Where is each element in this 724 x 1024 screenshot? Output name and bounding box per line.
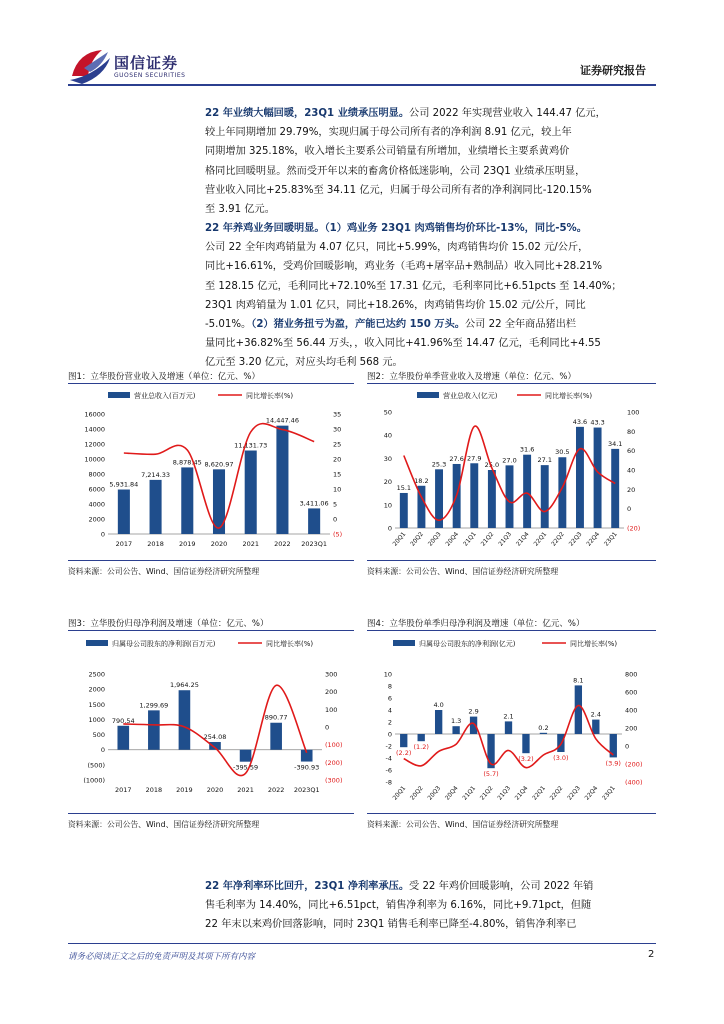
figure-4-title: 图4：立华股份单季归母净利润及增速（单位：亿元、%） bbox=[367, 619, 585, 629]
y-left-tick-label: 2 bbox=[387, 718, 392, 727]
bar bbox=[118, 490, 130, 534]
bar-data-label: 43.6 bbox=[572, 417, 588, 426]
legend-line-label: 同比增长率(%) bbox=[570, 640, 618, 648]
bar-data-label: 11,131.73 bbox=[234, 441, 268, 450]
x-tick-label: 21Q1 bbox=[461, 784, 478, 802]
bar-data-label: 1.3 bbox=[450, 717, 462, 726]
x-tick-label: 23Q1 bbox=[601, 784, 617, 802]
x-tick-label: 21Q4 bbox=[514, 530, 531, 548]
y-left-tick-label: 500 bbox=[92, 731, 105, 740]
y-left-tick-label: -6 bbox=[385, 766, 392, 775]
figure-3-source: 资料来源：公司公告、Wind、国信证券经济研究所整理 bbox=[68, 820, 260, 829]
x-tick-label: 22Q4 bbox=[585, 530, 602, 548]
bar bbox=[576, 427, 584, 528]
bar bbox=[435, 710, 442, 734]
bar bbox=[452, 726, 459, 734]
y-right-tick-label: 20 bbox=[627, 485, 636, 494]
y-left-tick-label: 4 bbox=[387, 706, 392, 715]
bar-data-label: 0.2 bbox=[538, 723, 549, 732]
x-tick-label: 20Q4 bbox=[444, 530, 461, 548]
x-tick-label: 20Q1 bbox=[391, 784, 408, 802]
bar-data-label: 18.2 bbox=[414, 476, 429, 485]
y-left-tick-label: 0 bbox=[387, 524, 392, 533]
y-left-tick-label: 50 bbox=[383, 408, 392, 417]
bar bbox=[181, 467, 193, 534]
y-right-tick-label: (100) bbox=[325, 741, 343, 750]
y-left-tick-label: 20 bbox=[383, 478, 392, 487]
figure-3-title: 图3：立华股份归母净利润及增速（单位：亿元、%） bbox=[68, 619, 269, 629]
y-left-tick-label: (1000) bbox=[83, 776, 105, 785]
text-line: 同比+16.61%，受鸡价回暖影响，鸡业务（毛鸡+屠宰品+熟制品）收入同比+28.21% bbox=[205, 261, 603, 273]
bar bbox=[470, 717, 477, 734]
y-right-tick-label: 20 bbox=[333, 455, 342, 464]
bar-data-label: (3.0) bbox=[553, 754, 569, 762]
x-tick-label: 20Q2 bbox=[409, 530, 425, 548]
y-left-tick-label: 4000 bbox=[88, 500, 105, 509]
footer-disclaimer: 请务必阅读正文之后的免责声明及其项下所有内容 bbox=[68, 952, 256, 962]
y-right-tick-label: 30 bbox=[333, 425, 342, 434]
bar bbox=[592, 720, 599, 734]
bar bbox=[470, 463, 478, 528]
y-right-tick-label: (200) bbox=[325, 758, 343, 767]
bar-data-label: 34.1 bbox=[607, 439, 623, 448]
bar-data-label: 2.9 bbox=[468, 707, 479, 716]
bar-data-label: (3.2) bbox=[518, 755, 534, 764]
bar bbox=[240, 750, 252, 762]
bar bbox=[179, 690, 191, 749]
y-right-tick-label: 80 bbox=[627, 427, 636, 436]
y-right-tick-label: 15 bbox=[333, 470, 342, 479]
x-tick-label: 2020 bbox=[206, 786, 224, 794]
y-right-tick-label: 0 bbox=[627, 505, 632, 514]
bar-data-label: 27.9 bbox=[467, 454, 482, 463]
y-right-tick-label: 35 bbox=[333, 410, 342, 419]
paragraph-chicken-business bbox=[205, 219, 657, 373]
x-tick-label: 2023Q1 bbox=[293, 786, 320, 794]
x-tick-label: 22Q2 bbox=[548, 784, 565, 802]
bar bbox=[117, 726, 129, 750]
x-tick-label: 2018 bbox=[145, 786, 163, 794]
figure-1-bottom-rule bbox=[68, 560, 354, 561]
text-line: 公司 2022 年实现营业收入 144.47 亿元， bbox=[409, 108, 606, 119]
bar bbox=[418, 734, 425, 741]
bar bbox=[150, 480, 162, 534]
bar-data-label: 2.1 bbox=[503, 712, 514, 721]
bar bbox=[522, 734, 529, 753]
bar-data-label: 27.0 bbox=[502, 456, 517, 465]
text-line: 至 3.91 亿元。 bbox=[205, 204, 275, 216]
bar bbox=[505, 721, 512, 734]
text-line: 售毛利率为 14.40%，同比+6.51pct，销售净利率为 6.16%，同比+9.71pct，但随 bbox=[205, 900, 592, 912]
legend-bar-label: 营业总收入(亿元) bbox=[443, 392, 498, 400]
y-right-tick-label: 300 bbox=[325, 670, 338, 679]
figure-1-top-rule bbox=[68, 383, 354, 384]
y-right-tick-label: 5 bbox=[333, 500, 338, 509]
text-line: 至 128.15 亿元，毛利同比+72.10%至 17.31 亿元，毛利率同比+6.51pcts 至 14.40%； bbox=[205, 280, 622, 292]
y-left-tick-label: 10000 bbox=[84, 455, 105, 464]
figure-2-source: 资料来源：公司公告、Wind、国信证券经济研究所整理 bbox=[367, 567, 559, 576]
x-tick-label: 2017 bbox=[115, 786, 132, 794]
bar-data-label: 8,620.97 bbox=[204, 460, 234, 469]
x-tick-label: 2019 bbox=[176, 786, 193, 794]
report-type-label: 证券研究报告 bbox=[580, 64, 646, 77]
y-right-tick-label: 200 bbox=[625, 724, 638, 733]
y-right-tick-label: 400 bbox=[625, 706, 638, 715]
footer-rule bbox=[68, 943, 656, 944]
figure-3-top-rule bbox=[68, 630, 354, 631]
y-right-tick-label: 800 bbox=[625, 670, 638, 679]
paragraph-subheading: （2）猪业务扭亏为盈，产能已达约 150 万头。 bbox=[251, 319, 465, 331]
bar bbox=[308, 508, 320, 534]
bar bbox=[611, 449, 619, 528]
x-tick-label: 21Q3 bbox=[496, 784, 513, 802]
text-line: 营业收入同比+25.83%至 34.11 亿元，归属于母公司所有者的净利润同比-120.15% bbox=[205, 184, 592, 196]
paragraph-heading: 22 年业绩大幅回暖，23Q1 业绩承压明显。 bbox=[205, 108, 410, 119]
bar-data-label: 25.3 bbox=[431, 460, 447, 469]
legend-bar-swatch bbox=[108, 392, 130, 398]
company-logo bbox=[68, 46, 228, 86]
bar-data-label: -390.93 bbox=[294, 763, 320, 772]
x-tick-label: 2019 bbox=[179, 540, 196, 548]
y-left-tick-label: 16000 bbox=[84, 410, 105, 419]
legend-bar-label: 归属母公司股东的净利润(百万元) bbox=[112, 640, 216, 648]
bar-data-label: 43.3 bbox=[590, 418, 605, 427]
x-tick-label: 2020 bbox=[210, 540, 228, 548]
bar bbox=[523, 455, 531, 528]
x-tick-label: 20Q3 bbox=[426, 530, 443, 548]
y-left-tick-label: 6 bbox=[387, 694, 392, 703]
x-tick-label: 22Q1 bbox=[532, 530, 549, 548]
legend-bar-swatch bbox=[393, 640, 415, 646]
paragraph-net-margin bbox=[205, 877, 657, 935]
bar-data-label: 5,931.84 bbox=[109, 480, 139, 489]
y-left-tick-label: 0 bbox=[387, 730, 392, 739]
bar-data-label: 254.08 bbox=[203, 733, 227, 742]
figure-2-title: 图2：立华股份单季营业收入及增速（单位：亿元、%） bbox=[367, 372, 576, 382]
bar bbox=[148, 710, 160, 749]
y-left-tick-label: 0 bbox=[100, 530, 105, 539]
x-tick-label: 2017 bbox=[115, 540, 133, 548]
y-left-tick-label: 6000 bbox=[88, 485, 105, 494]
y-left-tick-label: 8000 bbox=[88, 470, 105, 479]
legend-bar-label: 营业总收入(百万元) bbox=[134, 392, 196, 400]
y-left-tick-label: -4 bbox=[385, 754, 392, 763]
y-right-tick-label: (5) bbox=[333, 530, 343, 539]
legend-line-label: 同比增长率(%) bbox=[246, 392, 294, 400]
y-left-tick-label: (500) bbox=[87, 761, 105, 770]
x-tick-label: 22Q4 bbox=[583, 784, 600, 802]
y-right-tick-label: 100 bbox=[627, 408, 640, 417]
x-tick-label: 22Q1 bbox=[531, 784, 547, 802]
y-left-tick-label: 8 bbox=[387, 682, 392, 691]
legend-line-label: 同比增长率(%) bbox=[545, 392, 593, 400]
bar-data-label: (2.2) bbox=[396, 749, 412, 758]
chart-net-profit-annual bbox=[68, 636, 354, 806]
legend-bar-swatch bbox=[86, 640, 108, 646]
x-tick-label: 23Q1 bbox=[602, 530, 619, 548]
paragraph-heading: 22 年养鸡业务回暖明显。（1）鸡业务 23Q1 肉鸡销售均价环比-13%，同比-5%。 bbox=[205, 223, 587, 234]
y-right-tick-label: (300) bbox=[325, 776, 343, 785]
y-right-tick-label: 100 bbox=[325, 705, 338, 714]
x-tick-label: 2021 bbox=[242, 540, 259, 548]
y-left-tick-label: 2000 bbox=[88, 515, 105, 524]
y-left-tick-label: 12000 bbox=[84, 440, 105, 449]
x-tick-label: 21Q3 bbox=[497, 530, 514, 548]
x-tick-label: 2018 bbox=[147, 540, 164, 548]
logo-text-cn: 国信证券 bbox=[114, 54, 179, 72]
x-tick-label: 2021 bbox=[237, 786, 254, 794]
bar-data-label: 14,447.46 bbox=[265, 416, 299, 425]
bar bbox=[541, 465, 549, 528]
bar bbox=[506, 465, 514, 528]
y-left-tick-label: 14000 bbox=[84, 425, 105, 434]
bar-data-label: 27.1 bbox=[537, 456, 552, 465]
text-line: 23Q1 肉鸡销量为 1.01 亿只，同比+18.26%，肉鸡销售均价 15.02 元/公斤，同比 bbox=[205, 299, 586, 311]
paragraph-performance bbox=[205, 104, 657, 219]
bar-data-label: -395.59 bbox=[233, 763, 259, 772]
y-right-tick-label: (200) bbox=[625, 760, 643, 769]
bar-data-label: (5.7) bbox=[483, 770, 499, 779]
x-tick-label: 21Q1 bbox=[462, 530, 478, 548]
text-line: 同期增加 325.18%，收入增长主要系公司销量有所增加，业绩增长主要系黄鸡价 bbox=[205, 146, 570, 158]
figure-4-source: 资料来源：公司公告、Wind、国信证券经济研究所整理 bbox=[367, 820, 559, 829]
text-line: 量同比+36.82%至 56.44 万头，，收入同比+41.96%至 14.47 亿元，毛利同比+4.55 bbox=[205, 338, 601, 350]
bar-data-label: 1,964.25 bbox=[169, 681, 199, 690]
bar-data-label: 15.1 bbox=[396, 483, 412, 492]
x-tick-label: 20Q3 bbox=[426, 784, 443, 802]
bar bbox=[270, 723, 282, 750]
figure-1-source: 资料来源：公司公告、Wind、国信证券经济研究所整理 bbox=[68, 567, 260, 576]
y-left-tick-label: 0 bbox=[100, 746, 105, 755]
bar-data-label: 7,214.33 bbox=[141, 470, 171, 479]
bar-data-label: 8,878.45 bbox=[172, 458, 202, 467]
text-line: 受 22 年鸡价回暖影响，公司 2022 年销 bbox=[409, 881, 594, 892]
x-tick-label: 22Q3 bbox=[566, 784, 582, 802]
x-tick-label: 20Q2 bbox=[408, 784, 425, 802]
figure-3-bottom-rule bbox=[68, 813, 354, 814]
text-line: 较上年同期增加 29.79%，实现归属于母公司所有者的净利润 8.91 亿元，较上年 bbox=[205, 127, 572, 139]
x-tick-label: 20Q4 bbox=[443, 784, 460, 802]
y-right-tick-label: (20) bbox=[627, 524, 641, 533]
y-right-tick-label: 10 bbox=[333, 485, 342, 494]
bar-data-label: (1.2) bbox=[413, 743, 429, 752]
x-tick-label: 21Q4 bbox=[513, 784, 530, 802]
y-left-tick-label: 30 bbox=[383, 454, 392, 463]
bar bbox=[276, 426, 288, 534]
figure-4-top-rule bbox=[367, 630, 656, 631]
page-number: 2 bbox=[648, 949, 655, 960]
y-right-tick-label: 0 bbox=[333, 515, 338, 524]
x-tick-label: 2022 bbox=[274, 540, 291, 548]
text-line: 格同比回暖明显。然而受开年以来的畜禽价格低迷影响，公司 23Q1 业绩承压明显， bbox=[205, 165, 586, 177]
y-left-tick-label: 10 bbox=[383, 501, 392, 510]
bar bbox=[594, 428, 602, 528]
bar-data-label: 25.0 bbox=[484, 461, 500, 469]
y-left-tick-label: 1000 bbox=[88, 715, 105, 724]
bar-data-label: 27.6 bbox=[449, 454, 464, 463]
bar-data-label: 3,411.06 bbox=[299, 499, 329, 508]
y-right-tick-label: 0 bbox=[625, 742, 630, 751]
x-tick-label: 22Q2 bbox=[550, 530, 566, 548]
y-right-tick-label: (400) bbox=[625, 778, 643, 787]
logo-mark-icon bbox=[68, 46, 112, 86]
chart-revenue-quarterly bbox=[367, 388, 656, 558]
figure-4-bottom-rule bbox=[367, 813, 656, 814]
y-left-tick-label: 2000 bbox=[88, 685, 105, 694]
x-tick-label: 21Q2 bbox=[479, 530, 496, 548]
y-left-tick-label: 1500 bbox=[88, 700, 105, 709]
bar-data-label: 4.0 bbox=[433, 701, 444, 709]
bar bbox=[575, 685, 582, 734]
bar-data-label: 890.77 bbox=[264, 713, 288, 722]
bar-data-label: 31.6 bbox=[519, 445, 535, 454]
bar bbox=[400, 493, 408, 528]
bar-data-label: 790.54 bbox=[111, 716, 135, 725]
chart-revenue-annual bbox=[68, 388, 354, 558]
bar bbox=[245, 451, 257, 534]
text-line: 22 年末以来鸡价回落影响，同时 23Q1 销售毛利率已降至-4.80%，销售净利率已 bbox=[205, 919, 577, 931]
y-left-tick-label: -2 bbox=[385, 742, 392, 751]
x-tick-label: 2023Q1 bbox=[301, 540, 328, 548]
figure-2-top-rule bbox=[367, 383, 656, 384]
y-right-tick-label: 60 bbox=[627, 447, 636, 456]
bar bbox=[488, 470, 496, 528]
text-line: 公司 22 全年商品猪出栏 bbox=[464, 319, 577, 331]
text-line: 亿元至 3.20 亿元，对应头均毛利 568 元。 bbox=[205, 357, 403, 369]
bar-data-label: 1,299.69 bbox=[139, 701, 169, 710]
figure-2-bottom-rule bbox=[367, 560, 656, 561]
text-line: -5.01%。 bbox=[205, 319, 252, 331]
y-left-tick-label: 2500 bbox=[88, 670, 105, 679]
chart-net-profit-quarterly bbox=[367, 636, 656, 806]
bar bbox=[540, 733, 547, 734]
paragraph-heading: 22 年净利率环比回升，23Q1 净利率承压。 bbox=[205, 881, 410, 892]
text-line: 公司 22 全年肉鸡销量为 4.07 亿只，同比+5.99%，肉鸡销售均价 15.02 元/公斤， bbox=[205, 242, 589, 254]
logo-text-en: GUOSEN SECURITIES bbox=[114, 72, 186, 79]
x-tick-label: 22Q3 bbox=[567, 530, 584, 548]
y-right-tick-label: 600 bbox=[625, 688, 638, 697]
legend-bar-label: 归属母公司股东的净利润(亿元) bbox=[419, 640, 516, 648]
bar-data-label: (3.9) bbox=[605, 759, 621, 768]
y-right-tick-label: 40 bbox=[627, 466, 636, 475]
x-tick-label: 21Q2 bbox=[478, 784, 495, 802]
bar-data-label: 8.1 bbox=[573, 676, 584, 685]
y-right-tick-label: 0 bbox=[325, 723, 330, 732]
x-tick-label: 20Q1 bbox=[391, 530, 408, 548]
y-left-tick-label: 40 bbox=[383, 431, 392, 440]
x-tick-label: 2022 bbox=[267, 786, 285, 794]
y-right-tick-label: 25 bbox=[333, 440, 342, 449]
legend-line-label: 同比增长率(%) bbox=[266, 640, 314, 648]
header-rule bbox=[68, 84, 656, 86]
y-left-tick-label: 10 bbox=[383, 670, 392, 679]
bar bbox=[400, 734, 407, 747]
legend-bar-swatch bbox=[417, 392, 439, 398]
bar-data-label: 2.4 bbox=[590, 710, 601, 719]
y-left-tick-label: -8 bbox=[385, 778, 392, 787]
bar-data-label: 30.5 bbox=[555, 448, 570, 457]
y-right-tick-label: 200 bbox=[325, 688, 338, 697]
figure-1-title: 图1：立华股份营业收入及增速（单位：亿元、%） bbox=[68, 372, 260, 382]
